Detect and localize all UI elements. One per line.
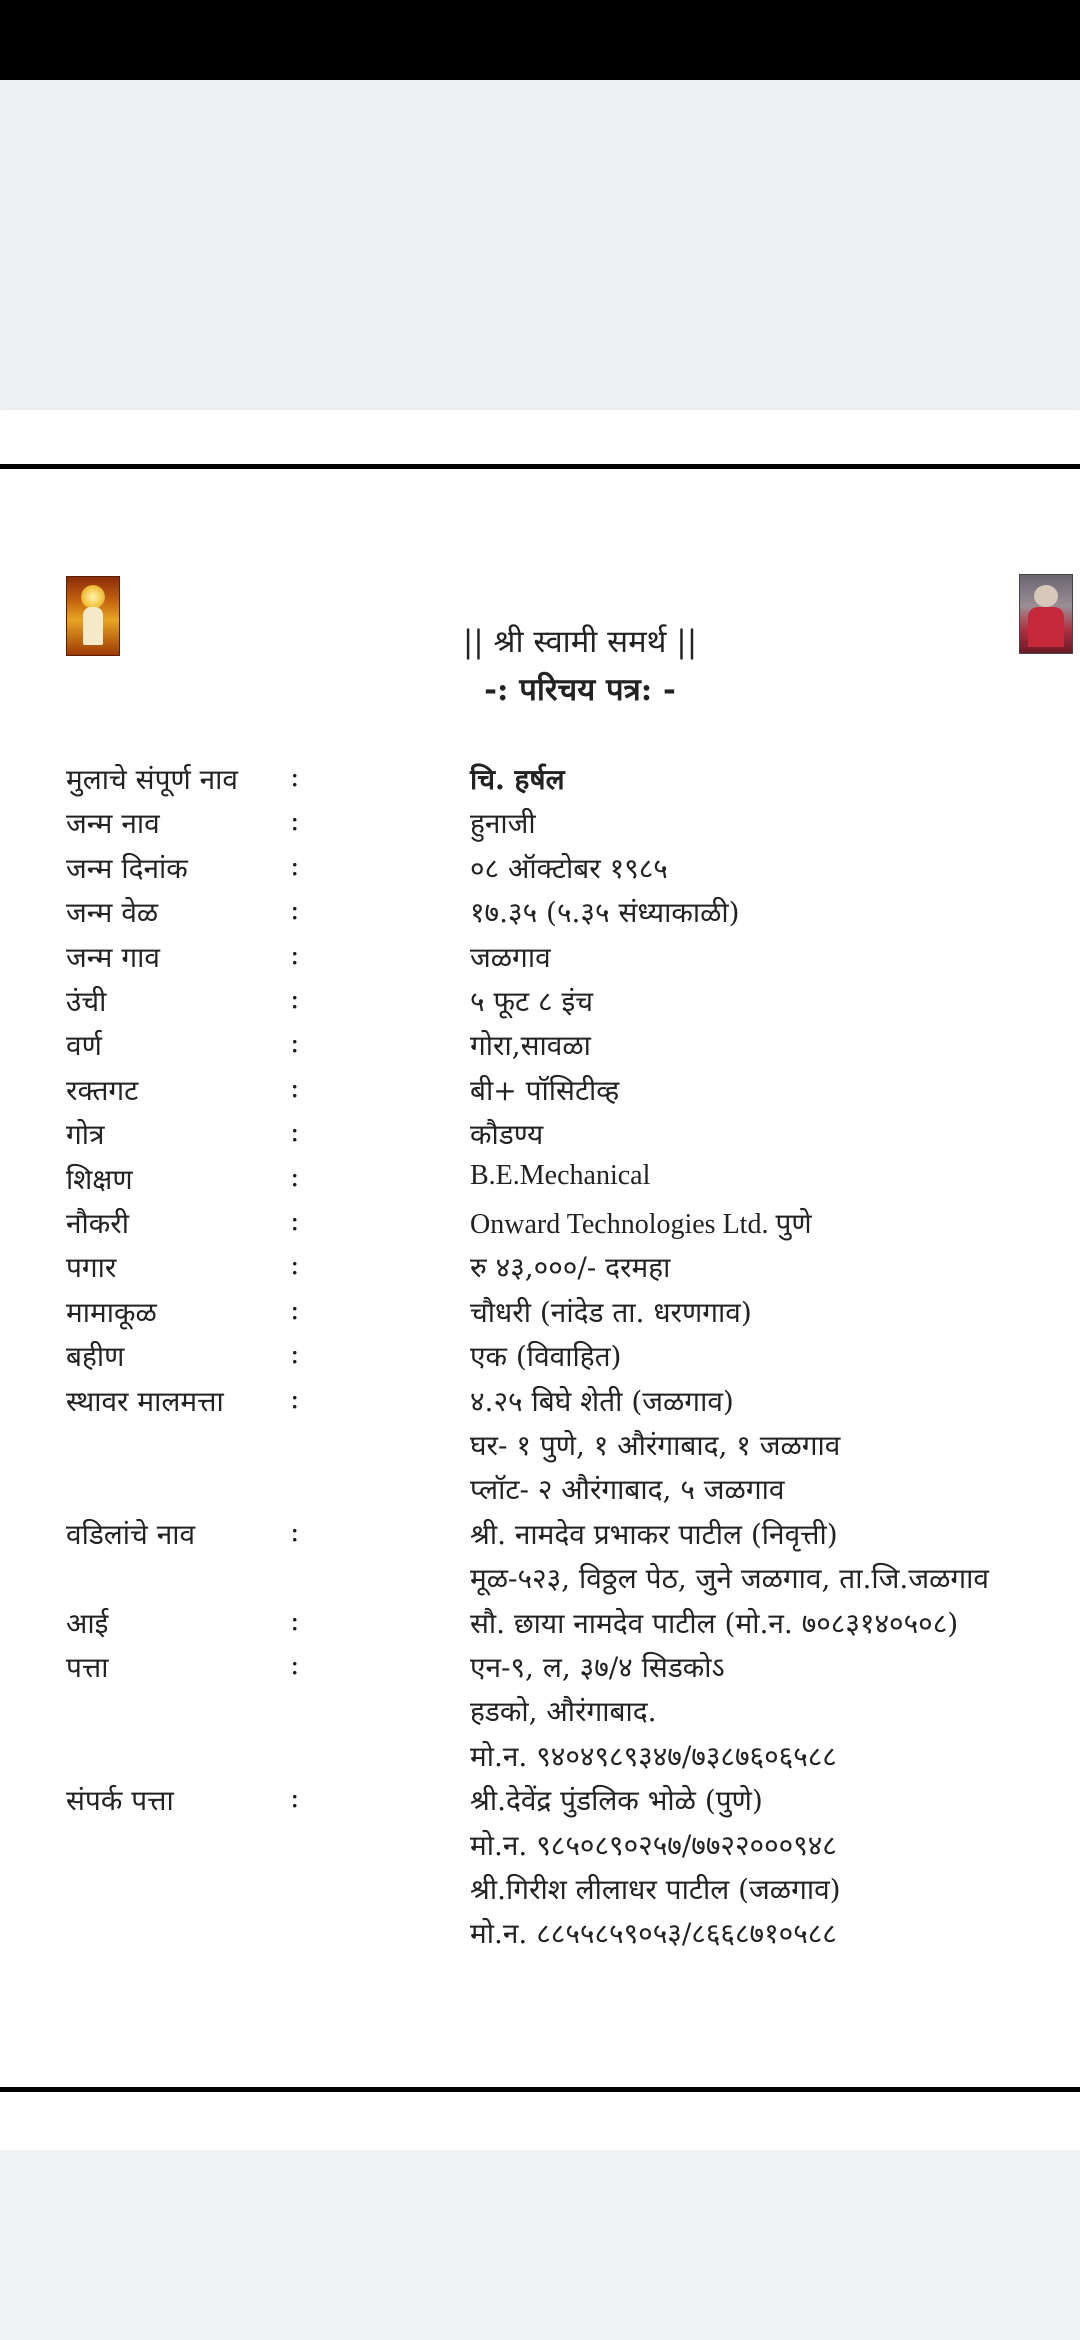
field-value: सौ. छाया नामदेव पाटील (मो.न. ७०८३१४०५०८) [470, 1606, 959, 1640]
field-separator: : [290, 893, 300, 927]
biodata-row [0, 1382, 1080, 1426]
biodata-row [0, 893, 1080, 937]
field-value: ५ फूट ८ इंच [470, 985, 594, 1018]
field-separator: : [290, 982, 300, 1015]
biodata-row [0, 1559, 1080, 1603]
biodata-row [0, 1826, 1080, 1870]
field-value: ४.२५ बिघे शेती (जळगाव) [470, 1384, 734, 1418]
field-value: श्री.देवेंद्र पुंडलिक भोळे (पुणे) [470, 1784, 763, 1818]
biodata-row [0, 849, 1080, 893]
field-separator: : [290, 937, 300, 971]
biodata-row [0, 1426, 1080, 1470]
field-label: वर्ण [66, 1029, 102, 1063]
viewer-background-top [0, 80, 1080, 410]
field-value: ०८ ऑक्टोबर १९८५ [470, 851, 668, 885]
field-separator: : [290, 1204, 300, 1237]
field-value: कौडण्य [470, 1118, 544, 1152]
field-label: उंची [66, 985, 107, 1018]
invocation-title: || श्री स्वामी समर्थ || [462, 624, 698, 660]
field-value: B.E.Mechanical [470, 1159, 651, 1191]
biodata-row [0, 1293, 1080, 1337]
biodata-row [0, 760, 1080, 804]
field-separator: : [290, 1603, 300, 1637]
field-label: जन्म दिनांक [66, 851, 188, 885]
field-label: जन्म नाव [66, 807, 160, 841]
field-value: एन-९, ल, ३७/४ सिडकोऽ [470, 1651, 725, 1684]
field-value: हडको, औरंगाबाद. [470, 1695, 657, 1729]
biodata-row [0, 1026, 1080, 1070]
field-value: मो.न. ८८५५८५९०५३/८६६८७१०५८८ [470, 1917, 837, 1951]
field-value: मो.न. ९८५०८९०२५७/७७२२०००९४८ [470, 1828, 837, 1862]
field-label: जन्म वेळ [66, 896, 159, 930]
field-value: Onward Technologies Ltd. पुणे [470, 1209, 812, 1240]
biodata-row [0, 938, 1080, 982]
biodata-row [0, 1870, 1080, 1914]
field-label: वडिलांचे नाव [66, 1517, 196, 1551]
biodata-row [0, 1160, 1080, 1204]
field-separator: : [290, 1648, 300, 1681]
field-value: जळगाव [470, 940, 551, 974]
field-label: स्थावर मालमत्ता [66, 1384, 224, 1418]
field-label: बहीण [66, 1340, 125, 1374]
field-label: जन्म गाव [66, 940, 160, 974]
biodata-heading: -: परिचय पत्र: - [484, 672, 676, 708]
biodata-row [0, 1337, 1080, 1381]
field-value: १७.३५ (५.३५ संध्याकाळी) [470, 896, 740, 930]
field-label: रक्तगट [66, 1073, 139, 1107]
field-value: चि. हर्षल [470, 763, 565, 796]
field-value: हुनाजी [470, 807, 536, 841]
field-value: बी+ पॉसिटीव्ह [470, 1073, 620, 1107]
field-label: मुलाचे संपूर्ण नाव [66, 763, 238, 796]
viewer-background-bottom [0, 2150, 1080, 2340]
biodata-row [0, 1115, 1080, 1159]
field-separator: : [290, 804, 300, 838]
field-value: घर- १ पुणे, १ औरंगाबाद, १ जळगाव [470, 1429, 841, 1462]
field-label: पगार [66, 1251, 117, 1285]
head-shape [1034, 585, 1058, 607]
field-separator: : [290, 1514, 300, 1548]
halo-shape [81, 585, 105, 609]
document-page [0, 410, 1080, 2150]
top-rule [0, 464, 1080, 469]
field-separator: : [290, 1292, 300, 1326]
field-separator: : [290, 1159, 300, 1193]
biodata-row [0, 1914, 1080, 1958]
field-label: मामाकूळ [66, 1295, 157, 1329]
field-separator: : [290, 1381, 300, 1415]
field-separator: : [290, 1337, 300, 1371]
biodata-row [0, 982, 1080, 1026]
field-value: चौधरी (नांदेड ता. धरणगाव) [470, 1295, 752, 1329]
field-separator: : [290, 848, 300, 882]
field-separator: : [290, 1781, 300, 1815]
biodata-row [0, 804, 1080, 848]
field-value: श्री.गिरीश लीलाधर पाटील (जळगाव) [470, 1873, 841, 1906]
field-separator: : [290, 1248, 300, 1282]
field-separator: : [290, 1070, 300, 1104]
field-label: आई [66, 1606, 109, 1640]
status-bar [0, 0, 1080, 80]
field-separator: : [290, 760, 300, 793]
biodata-row [0, 1515, 1080, 1559]
field-label: पत्ता [66, 1651, 109, 1684]
field-separator: : [290, 1115, 300, 1149]
biodata-row [0, 1781, 1080, 1825]
field-value: गोरा,सावळा [470, 1029, 591, 1063]
field-label: गोत्र [66, 1118, 105, 1152]
field-value: रु ४३,०००/- दरमहा [470, 1251, 671, 1285]
field-value: मूळ-५२३, विठ्ठल पेठ, जुने जळगाव, ता.जि.जळगाव [470, 1562, 989, 1596]
field-value: प्लॉट- २ औरंगाबाद, ५ जळगाव [470, 1473, 785, 1507]
biodata-row [0, 1204, 1080, 1248]
biodata-row [0, 1737, 1080, 1781]
biodata-row [0, 1604, 1080, 1648]
field-label: नौकरी [66, 1207, 130, 1240]
bottom-rule [0, 2087, 1080, 2092]
field-label: शिक्षण [66, 1162, 133, 1196]
field-value: मो.न. ९४०४९८९३४७/७३८७६०६५८८ [470, 1739, 837, 1773]
field-value: एक (विवाहित) [470, 1340, 622, 1374]
biodata-row [0, 1071, 1080, 1115]
biodata-row [0, 1470, 1080, 1514]
field-value: श्री. नामदेव प्रभाकर पाटील (निवृत्ती) [470, 1517, 838, 1551]
field-separator: : [290, 1026, 300, 1060]
biodata-row [0, 1248, 1080, 1292]
field-label: संपर्क पत्ता [66, 1784, 174, 1818]
biodata-row [0, 1692, 1080, 1736]
biodata-row [0, 1648, 1080, 1692]
